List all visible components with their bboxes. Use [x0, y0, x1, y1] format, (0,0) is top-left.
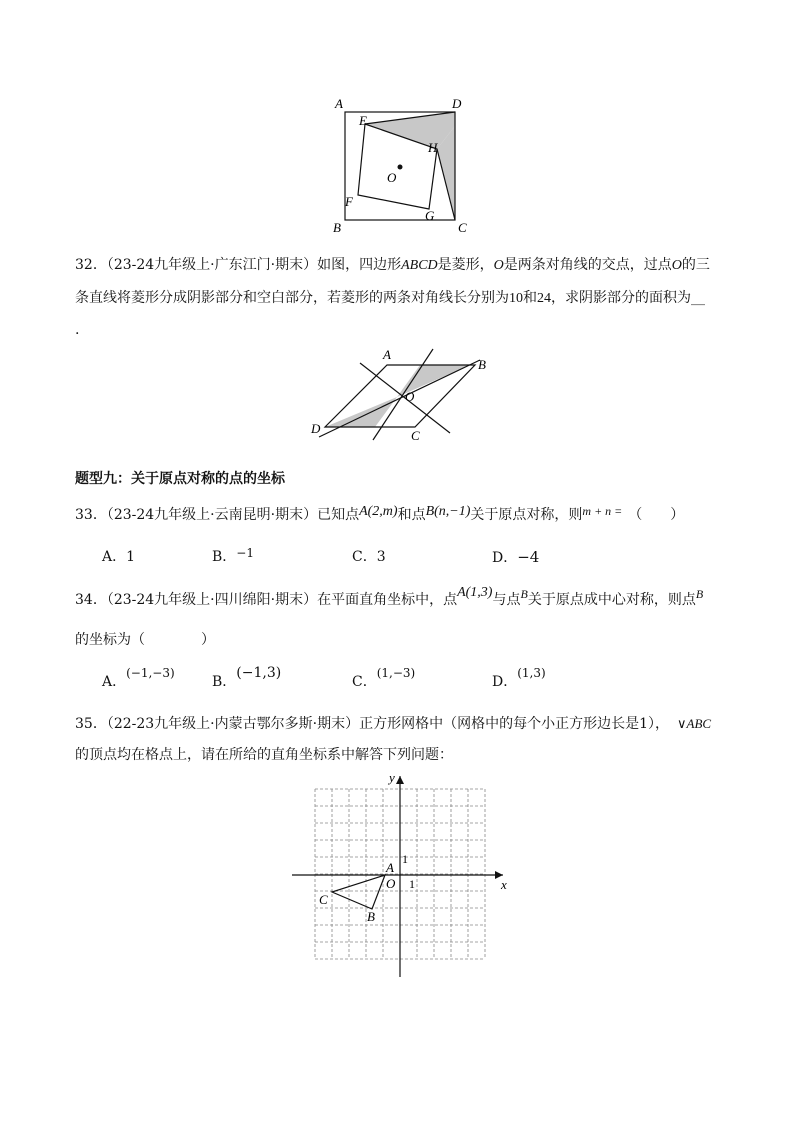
q34-option-a[interactable] [102, 666, 175, 692]
label-G: G [425, 208, 435, 223]
q34-pointA: A(1,3) [457, 585, 493, 600]
q33-text1: 已知点 [317, 507, 360, 523]
q34-option-b[interactable] [212, 665, 282, 692]
label-O: O [386, 876, 396, 891]
option-value: (−1,3) [236, 665, 282, 681]
q32-text2: 是菱形， [437, 257, 494, 273]
option-letter: D． [492, 550, 518, 566]
label-O: O [405, 389, 415, 404]
q34-text2: 与点 [492, 592, 521, 608]
option-letter: D． [492, 674, 518, 690]
option-value: 1 [126, 549, 136, 565]
label-H: H [428, 140, 438, 155]
q34-option-c[interactable] [352, 666, 416, 692]
q33-option-c[interactable] [352, 547, 386, 567]
q32-line2 [75, 288, 705, 309]
q34-option-d[interactable] [492, 666, 546, 692]
q35-source: （22-23九年级上·内蒙古鄂尔多斯·期末） [106, 716, 360, 732]
label-one-x: 1 [409, 877, 415, 891]
label-O: O [387, 170, 397, 185]
q32-text3: 是两条对角线的交点，过点 [503, 257, 672, 273]
q35-line2: 的顶点均在格点上，请在所给的直角坐标系中解答下列问题： [75, 747, 453, 763]
q34-number: 34． [75, 592, 107, 608]
q33-text3: 关于原点对称，则 [470, 507, 583, 523]
label-B: B [333, 220, 341, 235]
q35-text1: 正方形网格中（网格中的每个小正方形边长是1）， [359, 716, 669, 732]
label-x: x [501, 877, 507, 892]
q32-abcd: ABCD [401, 258, 438, 273]
option-value: (1,3) [517, 666, 546, 680]
q33-pointB: B(n,−1) [425, 504, 471, 519]
q34-b: B [520, 587, 528, 601]
q32-dot: . [75, 322, 80, 338]
q34-text1: 在平面直角坐标中，点 [317, 592, 458, 608]
label-y: y [389, 770, 395, 785]
option-letter: A． [102, 674, 127, 690]
q33-line1 [75, 505, 684, 526]
section-title: 题型九：关于原点对称的点的坐标 [75, 471, 285, 487]
rhombus-figure [305, 345, 500, 445]
q32-line1 [75, 255, 710, 276]
q32-n10: 10 [509, 291, 523, 306]
q33-source: （23-24九年级上·云南昆明·期末） [106, 507, 318, 523]
option-letter: A． [102, 549, 127, 565]
q32-text1: 如图，四边形 [317, 257, 402, 273]
shaded-lower [325, 397, 397, 427]
option-value: −4 [517, 548, 540, 566]
q34-b2: B [695, 587, 704, 601]
q35-triangle: ∨ABC [677, 716, 712, 731]
q32-number: 32． [75, 257, 107, 273]
label-A: A [383, 347, 391, 362]
q33-pointA: A(2,m) [359, 504, 398, 519]
option-value: 3 [376, 549, 386, 565]
label-D: D [311, 421, 321, 436]
label-E: E [359, 113, 367, 128]
q32-line2b: ，求阴影部分的面积为 [551, 290, 691, 306]
line-2 [319, 360, 480, 437]
option-value: −1 [236, 546, 254, 560]
q32-blank: __ [691, 290, 705, 306]
label-A: A [386, 860, 394, 875]
q32-and: 和 [523, 290, 537, 306]
q32-text4: 的三 [681, 257, 710, 273]
q35-number: 35． [75, 716, 107, 732]
q35-line1 [75, 714, 711, 734]
q34-text3: 关于原点成中心对称，则点 [527, 592, 696, 608]
option-letter: B． [212, 674, 237, 690]
q33-expr: m + n = [582, 504, 623, 518]
q33-option-b[interactable] [212, 547, 254, 567]
q32-source: （23-24九年级上·广东江门·期末） [106, 257, 318, 273]
q32-o: O [493, 258, 504, 273]
q33-paren: （ ） [628, 507, 685, 523]
q34-line1 [75, 585, 704, 611]
option-letter: C． [352, 674, 377, 690]
y-axis-arrow [396, 776, 404, 784]
option-value: (−1,−3) [126, 666, 175, 680]
label-D: D [452, 96, 462, 111]
label-B: B [367, 909, 375, 924]
label-F: F [345, 194, 353, 209]
square-figure [325, 92, 475, 237]
q33-option-d[interactable] [492, 547, 539, 568]
q33-number: 33． [75, 507, 107, 523]
line-3 [373, 349, 433, 440]
option-value: (1,−3) [376, 666, 416, 680]
q32-o2: O [671, 258, 682, 273]
label-C: C [411, 428, 420, 443]
q34-line2: 的坐标为（ ） [75, 632, 215, 648]
option-letter: B． [212, 549, 237, 565]
label-A: A [335, 96, 343, 111]
q33-text2: 和点 [397, 507, 426, 523]
center-point [398, 165, 403, 170]
q32-n24: 24 [537, 291, 551, 306]
q32-line2a: 条直线将菱形分成阴影部分和空白部分，若菱形的两条对角线长分别为 [75, 290, 509, 306]
q33-option-a[interactable] [102, 547, 135, 567]
option-letter: C． [352, 549, 377, 565]
label-one-y: 1 [402, 852, 408, 866]
label-C: C [319, 892, 328, 907]
coordinate-grid-figure [288, 768, 513, 980]
q34-source: （23-24九年级上·四川绵阳·期末） [106, 592, 318, 608]
label-B: B [478, 357, 486, 372]
label-C: C [458, 220, 467, 235]
triangle-ABC [332, 875, 385, 909]
